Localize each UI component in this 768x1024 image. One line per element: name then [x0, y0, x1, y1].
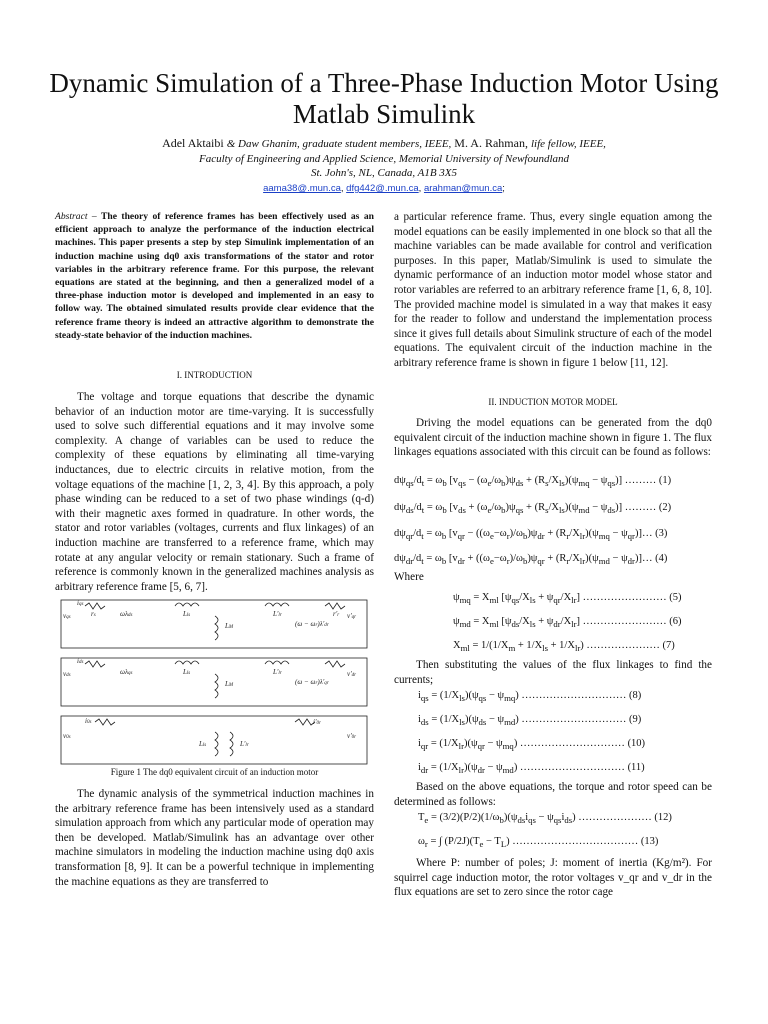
section-heading: II. INDUCTION MOTOR MODEL	[488, 397, 618, 407]
equation: $T_e = (3/2)(P/2)(1/\omega_b)(\psi_{ds}i_{qs} - \psi_{qs}i_{ds})$ ………………… (12)	[418, 812, 672, 826]
equation: $i_{ds} = (1/X_{ls})(\psi_{ds} - \psi_{md})$ ………………………… (9)	[418, 714, 642, 728]
svg-text:r'r: r'r	[333, 610, 340, 618]
svg-text:(ω − ωr)λ'dr: (ω − ωr)λ'dr	[295, 620, 329, 628]
svg-text:Lls: Lls	[183, 610, 191, 618]
email-link[interactable]: aama38@.mun.ca	[263, 183, 341, 194]
authors: Adel Aktaibi & Daw Ghanim, graduate student members, IEEE, M. A. Rahman, life fellow, IEEE,	[162, 136, 606, 150]
svg-text:rs: rs	[91, 610, 96, 618]
equation: $X_{ml} = 1/(1/X_m + 1/X_{ls} + 1/X_{lr})$ ………………… (7)	[453, 640, 675, 654]
svg-text:LM: LM	[225, 622, 234, 630]
equation: $d\psi_{qr}/d_t = \omega_b$ [$v_{qr} - ((\omega_e-\omega_r)/\omega_b)\psi_{dr} + (R_r/X_{lr})(\psi_{mq}$ − $\psi_{qr})]\dots$ (3)	[394, 528, 668, 542]
svg-text:iqs: iqs	[77, 599, 84, 607]
paper-title: Dynamic Simulation of a Three-Phase Induction Motor Using Matlab Simulink	[49, 68, 719, 129]
svg-text:L'lr: L'lr	[273, 610, 282, 618]
figure-caption: Figure 1 The dq0 equivalent circuit of an induction motor	[110, 767, 319, 777]
email-link[interactable]: arahman@mun.ca	[423, 183, 503, 194]
address: St. John's, NL, Canada, A1B 3X5	[310, 167, 458, 179]
intro-paragraph: The voltage and torque equations that describe the dynamic behavior of an induction motor are time-varying. It is successfully used to solve such differential equations and it may involve some complexity. A change of variables can be used to reduce the complexity of these equations by eliminating all time-varying inductances, due to electric circuits in relative motion, from the voltage equations of the machine [1, 2, 3, 4]. By this approach, a poly phase winding can be reduced to a set of two phase windings (q-d) with their magnetic axes formed in quadrature. In other words, the stator and rotor variables (voltages, currents and flux linkages) of an induction machine are transferred to a reference frame, which may rotate at any angular velocity or remain stationary. Such a frame of reference is commonly known in the generalized machines analysis as arbitrary reference frame [5, 6, 7].	[55, 391, 374, 593]
svg-text:i'0r: i'0r	[313, 718, 321, 726]
right-paragraph: Driving the model equations can be generated from the dq0 equivalent circuit of the induction machine shown in figure 1. The flux linkages equations associated with this circuit can be found as follows:	[394, 417, 712, 459]
emails: aama38@.mun.ca, dfg442@.mun.ca, arahman@mun.ca;	[263, 183, 505, 194]
equation: $d\psi_{qs}/d_t = \omega_b$ $[v_{qs} - (\omega_e/\omega_b)\psi_{ds} + (R_s/X_{ls})(\psi_{mq} - \psi_{qs})]$ ……… (1)	[394, 475, 672, 489]
right-paragraph: Where P: number of poles; J: moment of inertia (Kg/m²). For squirrel cage induction motor, the rotor voltages v_qr and v_dr in the flux equations are set to zero since the rotor cage	[394, 857, 712, 899]
where-label: Where	[394, 571, 424, 583]
email-link[interactable]: dfg442@.mun.ca	[346, 183, 419, 194]
svg-text:Lls: Lls	[199, 740, 207, 748]
equation: $\omega_r$ = ∫ $(P/2J)(T_e - T_L)$ ……………………………… (13)	[418, 836, 659, 850]
right-paragraph: Then substituting the values of the flux linkages to find the currents;	[394, 659, 712, 686]
svg-text:v'qr: v'qr	[347, 612, 357, 620]
equation: $\psi_{mq} = X_{ml}$ $[\psi_{qs}/X_{ls} + \psi_{qr}/X_{lr}]$ …………………… (5)	[453, 592, 682, 606]
equation: $d\psi_{ds}/d_t = \omega_b$ $[v_{ds} + (\omega_e/\omega_b)\psi_{qs} + (R_s/X_{ls})(\psi_{md} - \psi_{ds})]$ ……… (2)	[394, 502, 672, 516]
svg-text:Lls: Lls	[183, 668, 191, 676]
equation: $i_{qs} = (1/X_{ls})(\psi_{qs} - \psi_{mq})$ ………………………… (8)	[418, 690, 642, 704]
section-heading: I. INTRODUCTION	[176, 370, 253, 380]
abstract: Abstract – The theory of reference frames has been effectively used as an efficient approach to analyze the performance of the induction electrical machines. This paper presents a step by step Simulink implementation of an induction machine using dq0 axis transformations of the stator and rotor variables in the arbitrary reference frame. For this purpose, the relevant equations are stated at the beginning, and then a generalized model of a three-phase induction motor is developed and implemented in an easy to follow way. The obtained simulated results provide clear evidence that the reference frame theory is indeed an attractive algorithm to demonstrate the steady-state behavior of the induction machines.	[55, 211, 374, 341]
svg-text:(ω − ωr)λ'qr: (ω − ωr)λ'qr	[295, 678, 329, 686]
svg-text:v'dr: v'dr	[347, 670, 357, 678]
right-paragraph: Based on the above equations, the torque and rotor speed can be determined as follows:	[394, 781, 712, 808]
svg-text:L'lr: L'lr	[240, 740, 249, 748]
right-paragraph: a particular reference frame. Thus, every single equation among the model equations can be easily implemented in one block so that all the machine variables can be made available for control and verification purposes. In this paper, Matlab/Simulink is used to simulate the dynamic performance of an induction motor model whose stator and rotor variables are referred to an arbitrary reference frame [1, 6, 8, 10]. The provided machine model is simulated in a way that makes it easy for the reader to follow and understand the implementation process since it gives full details about Simulink structure of each of the model equations. The equivalent circuit of the induction machine in the arbitrary reference frame is shown in figure 1 below [11, 12].	[394, 211, 712, 369]
svg-text:LM: LM	[225, 680, 234, 688]
svg-text:vqs: vqs	[63, 612, 71, 620]
intro-paragraph-2: The dynamic analysis of the symmetrical induction machines in the arbitrary reference frame has been intensively used as a standard simulation approach from which any particular mode of operation may then be developed. Matlab/Simulink has an advantage over other machine simulators in modeling the induction machine using dq0 axis transformation [8, 9]. It can be a powerful technique in implementing the machine equations as they are transferred to	[55, 788, 374, 888]
equation: $\psi_{md} = X_{ml}$ $[\psi_{ds}/X_{ls} + \psi_{dr}/X_{lr}]$ …………………… (6)	[453, 616, 682, 630]
affiliation: Faculty of Engineering and Applied Science, Memorial University of Newfoundland	[198, 153, 570, 165]
svg-text:vds: vds	[63, 670, 71, 678]
svg-text:L'lr: L'lr	[273, 668, 282, 676]
equation: $i_{qr} = (1/X_{lr})(\psi_{qr} - \psi_{mq})$ ………………………… (10)	[418, 738, 646, 752]
equation: $d\psi_{dr}/d_t = \omega_b$ [$v_{dr} + ((\omega_e-\omega_r)/\omega_b)\psi_{qr} + (R_r/X_{lr})(\psi_{md}$ − $\psi_{dr})]\dots$ (4)	[394, 553, 668, 567]
svg-text:i0s: i0s	[85, 717, 92, 725]
equation: $i_{dr} = (1/X_{lr})(\psi_{dr} - \psi_{md})$ ………………………… (11)	[418, 762, 645, 776]
svg-text:ωλqs: ωλqs	[120, 668, 133, 676]
svg-text:v0s: v0s	[63, 732, 71, 740]
equivalent-circuit-figure	[55, 596, 374, 766]
svg-text:v'0r: v'0r	[347, 732, 357, 740]
svg-text:ωλds: ωλds	[120, 610, 133, 618]
svg-text:ids: ids	[77, 657, 84, 665]
